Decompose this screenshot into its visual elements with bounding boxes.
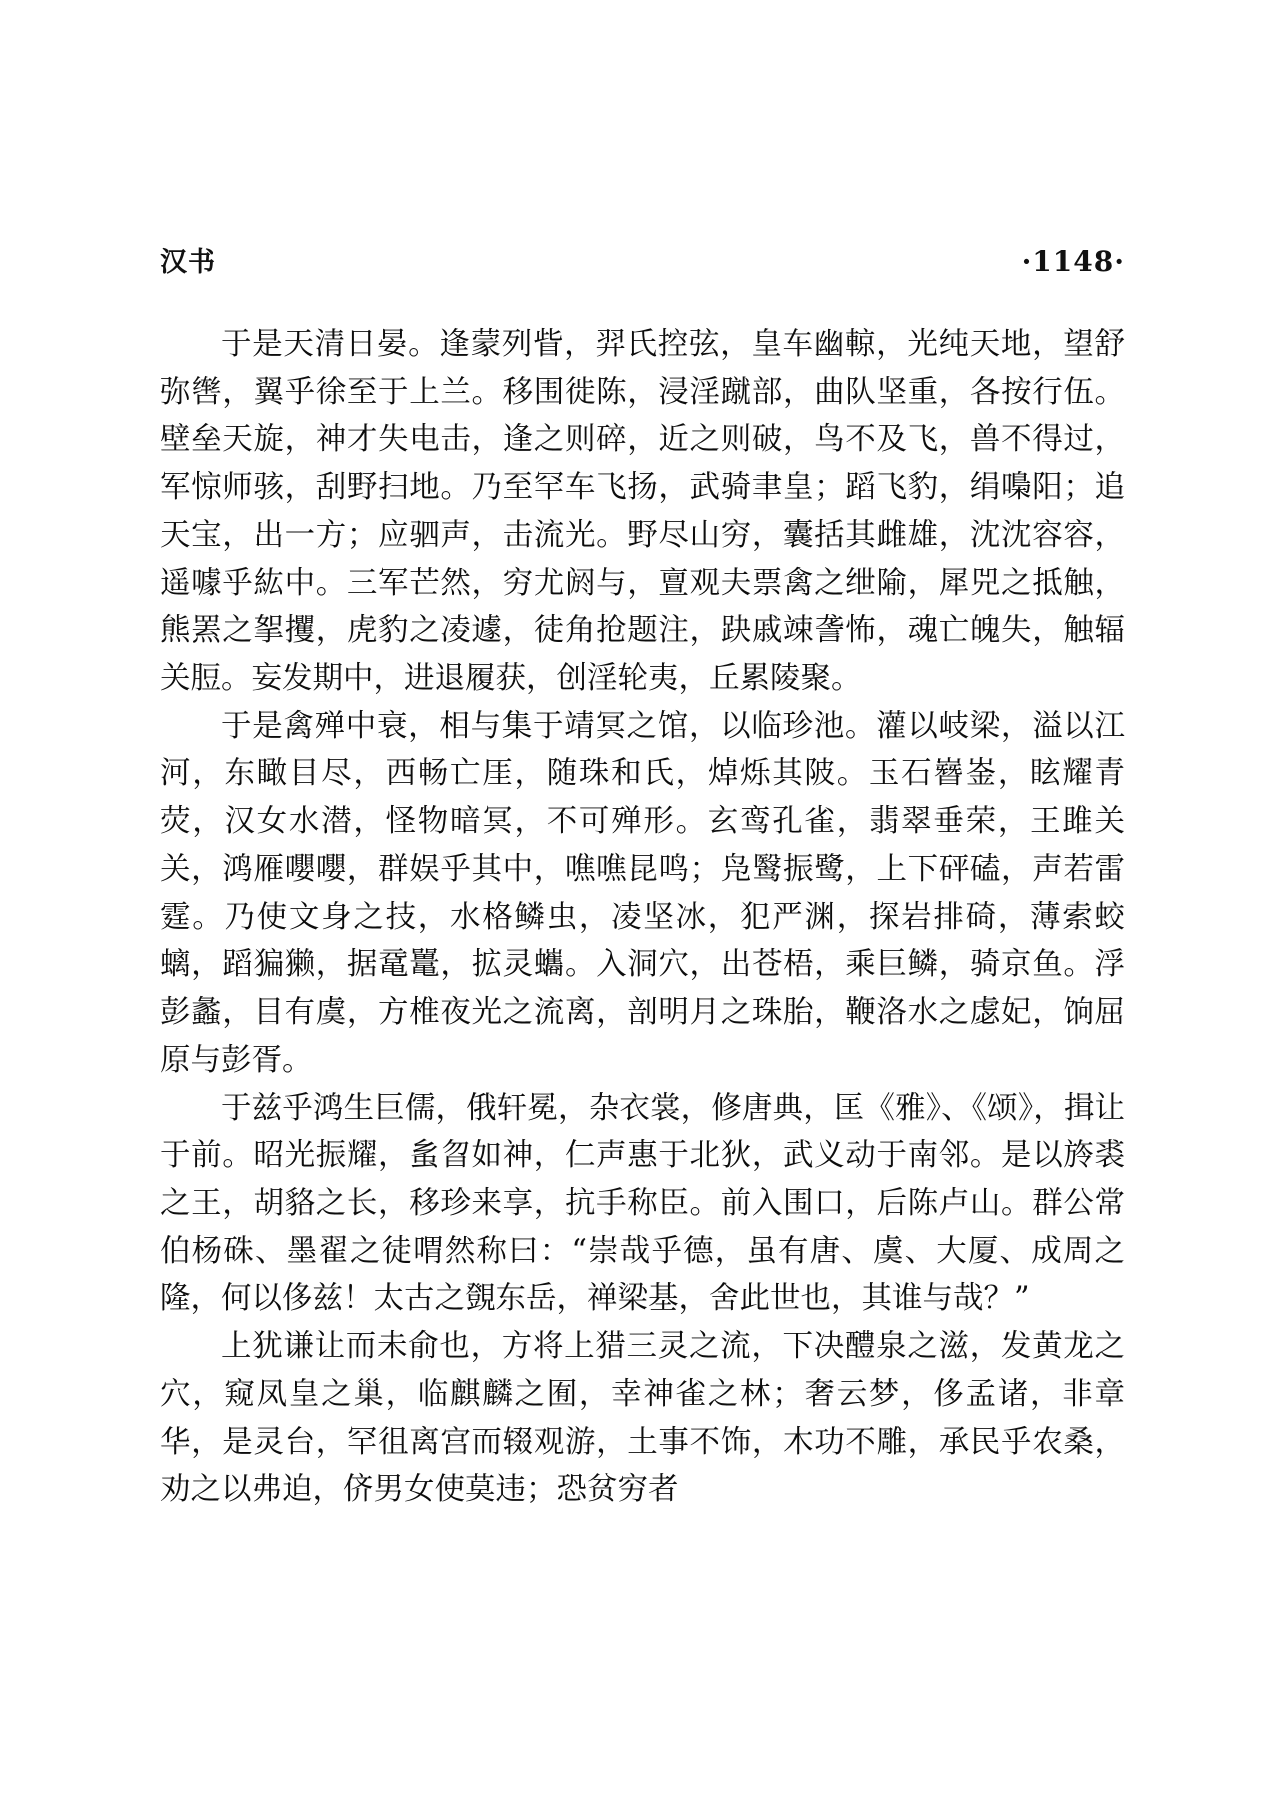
paragraph: 于兹乎鸿生巨儒，俄轩冕，杂衣裳，修唐典，匡《雅》、《颂》，揖让于前。昭光振耀，蚃曶如神，仁声惠于北狄，武义动于南邻。是以旍裘之王，胡貉之长，移珍来享，抗手称臣。前入围口，后陈卢山。群公常伯杨硃、墨翟之徒喟然称曰：“崇哉乎德，虽有唐、虞、大厦、成周之隆，何以侈兹！太古之覴东岳，禅梁基，舍此世也，其谁与哉？”	[160, 1090, 1125, 1317]
paragraph: 于是天清日晏。逢蒙列眥，羿氏控弦，皇车幽輬，光纯天地，望舒弥辔，翼乎徐至于上兰。移围徙陈，浸淫蹴部，曲队坚重，各按行伍。壁垒天旋，神才失电击，逢之则碎，近之则破，鸟不及飞，兽不得过，军惊师骇，刮野扫地。乃至罕车飞扬，武骑聿皇；蹈飞豹，绢嘄阳；追天宝，出一方；应驷声，击流光。野尽山穷，囊括其雌雄，沈沈容容，遥噱乎紘中。三军芒然，穷尤阏与，亶观夫票禽之绁隃，犀兕之抵触，熊罴之挐攫，虎豹之凌遽，徒角抢题注，趹戚竦詟怖，魂亡魄失，触辐关脰。妄发期中，进退履获，创淫轮夷，丘累陵聚。	[160, 327, 1125, 697]
page-number: ·1148·	[1021, 245, 1125, 278]
body-text	[160, 321, 1125, 1514]
page-header	[160, 240, 1125, 279]
paragraph: 于是禽殚中衰，相与集于靖冥之馆，以临珍池。灌以岐梁，溢以江河，东瞰目尽，西畅亡厓，随珠和氏，焯烁其陂。玉石嶜崟，眩耀青荧，汉女水潜，怪物暗冥，不可殚形。玄鸾孔雀，翡翠垂荣，王雎关关，鸿雁嚶嚶，群娱乎其中，噍噍昆鸣；凫鹥振鹭，上下砰磕，声若雷霆。乃使文身之技，水格鳞虫，凌坚冰，犯严渊，探岩排碕，薄索蛟螭，蹈猵獭，据鼋鼍，拡灵蠵。入洞穴，出苍梧，乘巨鳞，骑京鱼。浮彭蠡，目有虞，方椎夜光之流离，剖明月之珠胎，鞭洛水之虙妃，饷屈原与彭胥。	[160, 708, 1125, 1078]
page-content	[160, 240, 1125, 1514]
paragraph: 上犹谦让而未俞也，方将上猎三灵之流，下决醴泉之滋，发黄龙之穴，窥凤皇之巢，临麒麟之囿，幸神雀之林；奢云梦，侈孟诸，非章华，是灵台，罕徂离宫而辍观游，土事不饰，木功不雕，承民乎农桑，劝之以弗迫，侪男女使莫违；恐贫穷者	[160, 1329, 1125, 1508]
book-title: 汉书	[160, 247, 216, 278]
